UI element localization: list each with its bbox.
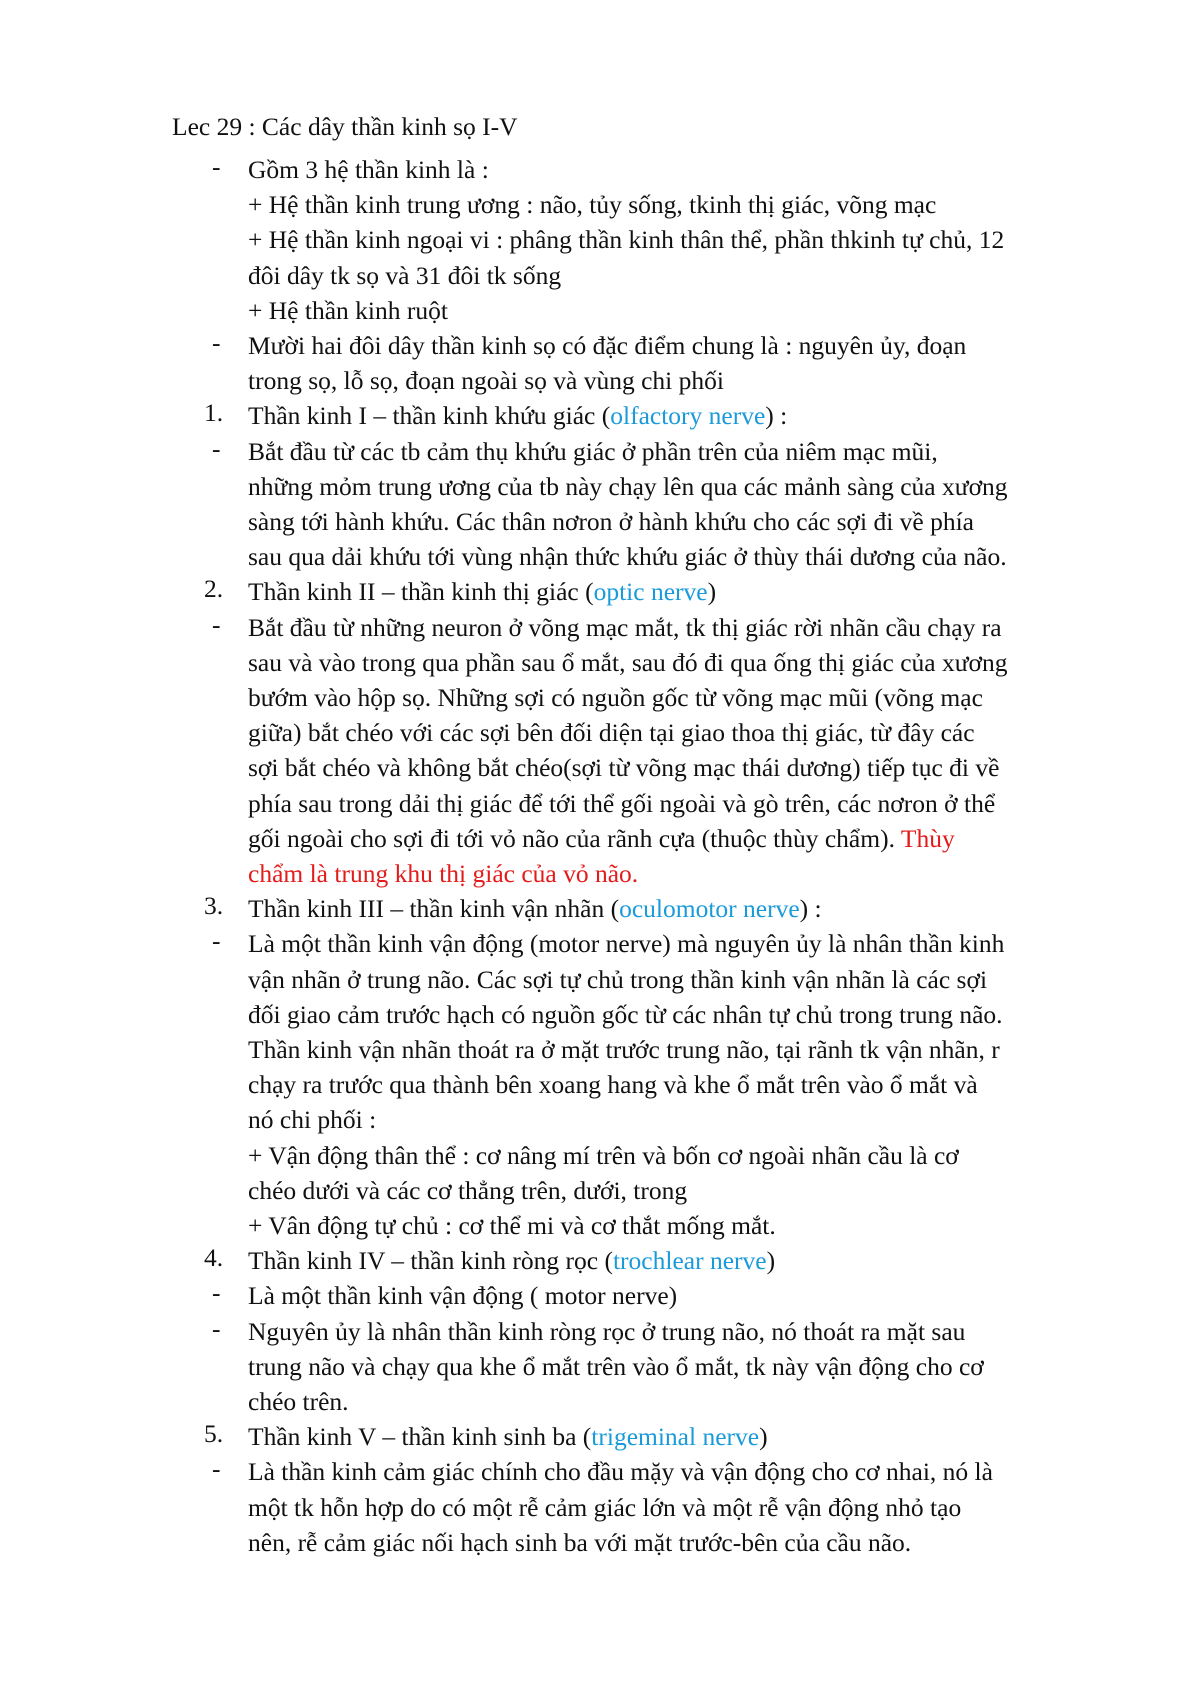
text-line: [248, 1454, 1138, 1489]
text-line: [248, 328, 1138, 363]
heading-suffix: ) :: [799, 894, 822, 924]
english-term-link: oculomotor nerve: [619, 894, 800, 924]
item-text: [248, 1243, 1138, 1278]
item-text: [248, 610, 1138, 892]
line-text: Là thần kinh cảm giác chính cho đầu mặy và vận động cho cơ nhai, nó là: [248, 1457, 993, 1487]
line-text: Là một thần kinh vận động ( motor nerve): [248, 1281, 678, 1311]
text-line: [248, 750, 1138, 785]
english-term-link: trochlear nerve: [612, 1246, 767, 1276]
line-text: chéo trên.: [248, 1386, 349, 1416]
text-line: [248, 1138, 1138, 1173]
line-text: Là một thần kinh vận động (motor nerve) mà nguyên ủy là nhân thần kinh: [248, 929, 1005, 959]
list-number: 5.: [204, 1419, 224, 1449]
line-text: + Hệ thần kinh ngoại vi : phâng thần kinh thân thể, phần thkinh tự chủ, 12: [248, 225, 1005, 255]
heading-suffix: ): [766, 1246, 776, 1276]
text-line: [248, 504, 1138, 539]
line-text: trung não và chạy qua khe ổ mắt trên vào ổ mắt, tk này vận động cho cơ: [248, 1351, 984, 1381]
item-text: [248, 1278, 1138, 1313]
text-line: [248, 926, 1138, 961]
text-line: [248, 997, 1138, 1032]
line-text: nó chi phối :: [248, 1105, 377, 1135]
text-line: [248, 1490, 1138, 1525]
line-text: + Hệ thần kinh trung ương : não, tủy sống, tkinh thị giác, võng mạc: [248, 190, 937, 220]
text-line: [248, 258, 1138, 293]
line-text: Bắt đầu từ những neuron ở võng mạc mắt, tk thị giác rời nhãn cầu chạy ra: [248, 612, 1002, 642]
item-text: [248, 152, 1138, 328]
text-line: [248, 610, 1138, 645]
line-text: sợi bắt chéo và không bắt chéo(sợi từ võng mạc thái dương) tiếp tục đi về: [248, 753, 1000, 783]
text-line: [248, 1208, 1138, 1243]
line-text: trong sọ, lỗ sọ, đoạn ngoài sọ và vùng chi phối: [248, 366, 724, 396]
text-line: [248, 715, 1138, 750]
text-line: [248, 1102, 1138, 1137]
english-term-link: optic nerve: [593, 577, 708, 607]
text-line: [248, 1349, 1138, 1384]
line-text: phía sau trong dải thị giác để tới thể gối ngoài và gò trên, các nơron ở thể: [248, 788, 996, 818]
item-text: [248, 574, 1138, 609]
heading-line: [248, 574, 1138, 609]
line-text: vận nhãn ở trung não. Các sợi tự chủ trong thần kinh vận nhãn là các sợi: [248, 964, 988, 994]
item-text: [248, 398, 1138, 433]
item-text: [248, 328, 1138, 398]
bullet-dash: -: [212, 433, 221, 463]
line-text: sau và vào trong qua phần sau ổ mắt, sau đó đi qua ống thị giác của xương: [248, 647, 1008, 677]
text-line: [248, 1384, 1138, 1419]
line-text: gối ngoài cho sợi đi tới vỏ não của rãnh cựa (thuộc thùy chẩm).: [248, 823, 895, 853]
line-text: giữa) bắt chéo với các sợi bên đối diện tại giao thoa thị giác, từ đây các: [248, 718, 975, 748]
line-text: bướm vào hộp sọ. Những sợi có nguồn gốc từ võng mạc mũi (võng mạc: [248, 682, 983, 712]
heading-suffix: ): [759, 1422, 768, 1452]
text-line: [248, 786, 1138, 821]
line-text: những mỏm trung ương của tb này chạy lên qua các mảnh sàng của xương: [248, 471, 1008, 501]
heading-text: Thần kinh I – thần kinh khứu giác (: [248, 401, 611, 431]
bullet-dash: -: [212, 152, 221, 181]
line-text: sàng tới hành khứu. Các thân nơron ở hành khứu cho các sợi đi về phía: [248, 506, 975, 536]
heading-line: [248, 1419, 1138, 1454]
english-term-link: olfactory nerve: [610, 401, 766, 431]
line-text: Thần kinh vận nhãn thoát ra ở mặt trước trung não, tại rãnh tk vận nhãn, r: [248, 1034, 1000, 1064]
english-term-link: trigeminal nerve: [591, 1422, 760, 1452]
item-text: [248, 1314, 1138, 1420]
item-text: [248, 1454, 1138, 1560]
bullet-dash: -: [212, 1313, 221, 1343]
text-line: [248, 680, 1138, 715]
heading-text: Thần kinh III – thần kinh vận nhãn (: [248, 894, 620, 924]
bullet-dash: -: [212, 1278, 221, 1308]
text-line: [248, 1314, 1138, 1349]
list-number: 2.: [204, 574, 224, 604]
item-text: [248, 434, 1138, 575]
text-line: [248, 1173, 1138, 1208]
list-number: 1.: [204, 398, 224, 428]
text-line: [248, 1032, 1138, 1067]
text-line: [248, 469, 1138, 504]
text-line: [248, 1278, 1138, 1313]
text-line: [248, 152, 1138, 187]
text-line: [248, 539, 1138, 574]
list-number: 3.: [204, 891, 224, 921]
line-text: chéo dưới và các cơ thẳng trên, dưới, trong: [248, 1175, 688, 1205]
line-text: Gồm 3 hệ thần kinh là :: [248, 155, 489, 184]
line-text: chạy ra trước qua thành bên xoang hang và khe ổ mắt trên vào ổ mắt và: [248, 1070, 978, 1100]
list-number: 4.: [204, 1243, 224, 1273]
line-text: một tk hỗn hợp do có một rễ cảm giác lớn và một rễ vận động nhỏ tạo: [248, 1492, 962, 1522]
text-line: [248, 434, 1138, 469]
heading-text: Thần kinh V – thần kinh sinh ba (: [248, 1422, 592, 1452]
heading-suffix: ): [707, 577, 717, 607]
text-line: [248, 821, 1138, 856]
line-text: + Hệ thần kinh ruột: [248, 295, 448, 325]
heading-line: [248, 1243, 1138, 1278]
item-text: [248, 1419, 1138, 1454]
line-text: Mười hai đôi dây thần kinh sọ có đặc điểm chung là : nguyên ủy, đoạn: [248, 331, 967, 360]
heading-text: Thần kinh II – thần kinh thị giác (: [248, 577, 594, 607]
line-text: Nguyên ủy là nhân thần kinh ròng rọc ở trung não, nó thoát ra mặt sau: [248, 1316, 966, 1346]
text-line: [248, 363, 1138, 398]
text-line: [248, 1525, 1138, 1560]
line-text: đối giao cảm trước hạch có nguồn gốc từ các nhân tự chủ trong trung não.: [248, 999, 1003, 1029]
text-line: [248, 962, 1138, 997]
heading-line: [248, 891, 1138, 926]
line-text: + Vân động tự chủ : cơ thể mi và cơ thắt mống mắt.: [248, 1210, 776, 1240]
line-text: đôi dây tk sọ và 31 đôi tk sống: [248, 260, 562, 290]
text-line: [248, 645, 1138, 680]
text-line: [248, 1067, 1138, 1102]
text-line: [248, 222, 1138, 257]
text-line: [248, 187, 1138, 222]
line-text: Bắt đầu từ các tb cảm thụ khứu giác ở phần trên của niêm mạc mũi,: [248, 436, 938, 466]
line-text: sau qua dải khứu tới vùng nhận thức khứu giác ở thùy thái dương của não.: [248, 542, 1007, 572]
highlight-line: chẩm là trung khu thị giác của vỏ não.: [248, 858, 639, 888]
heading-text: Thần kinh IV – thần kinh ròng rọc (: [248, 1246, 613, 1276]
heading-suffix: ) :: [765, 401, 788, 431]
bullet-dash: -: [212, 328, 221, 357]
item-text: [248, 891, 1138, 926]
heading-line: [248, 398, 1138, 433]
line-text: nên, rễ cảm giác nối hạch sinh ba với mặt trước-bên của cầu não.: [248, 1527, 912, 1557]
highlight-text: Thùy: [900, 823, 955, 853]
item-text: [248, 926, 1138, 1243]
bullet-dash: -: [212, 926, 221, 956]
bullet-dash: -: [212, 1454, 221, 1484]
line-text: + Vận động thân thể : cơ nâng mí trên và bốn cơ ngoài nhãn cầu là cơ: [248, 1140, 959, 1170]
bullet-dash: -: [212, 609, 221, 639]
lecture-title: Lec 29 : Các dây thần kinh sọ I-V: [172, 112, 518, 141]
text-line: [248, 293, 1138, 328]
